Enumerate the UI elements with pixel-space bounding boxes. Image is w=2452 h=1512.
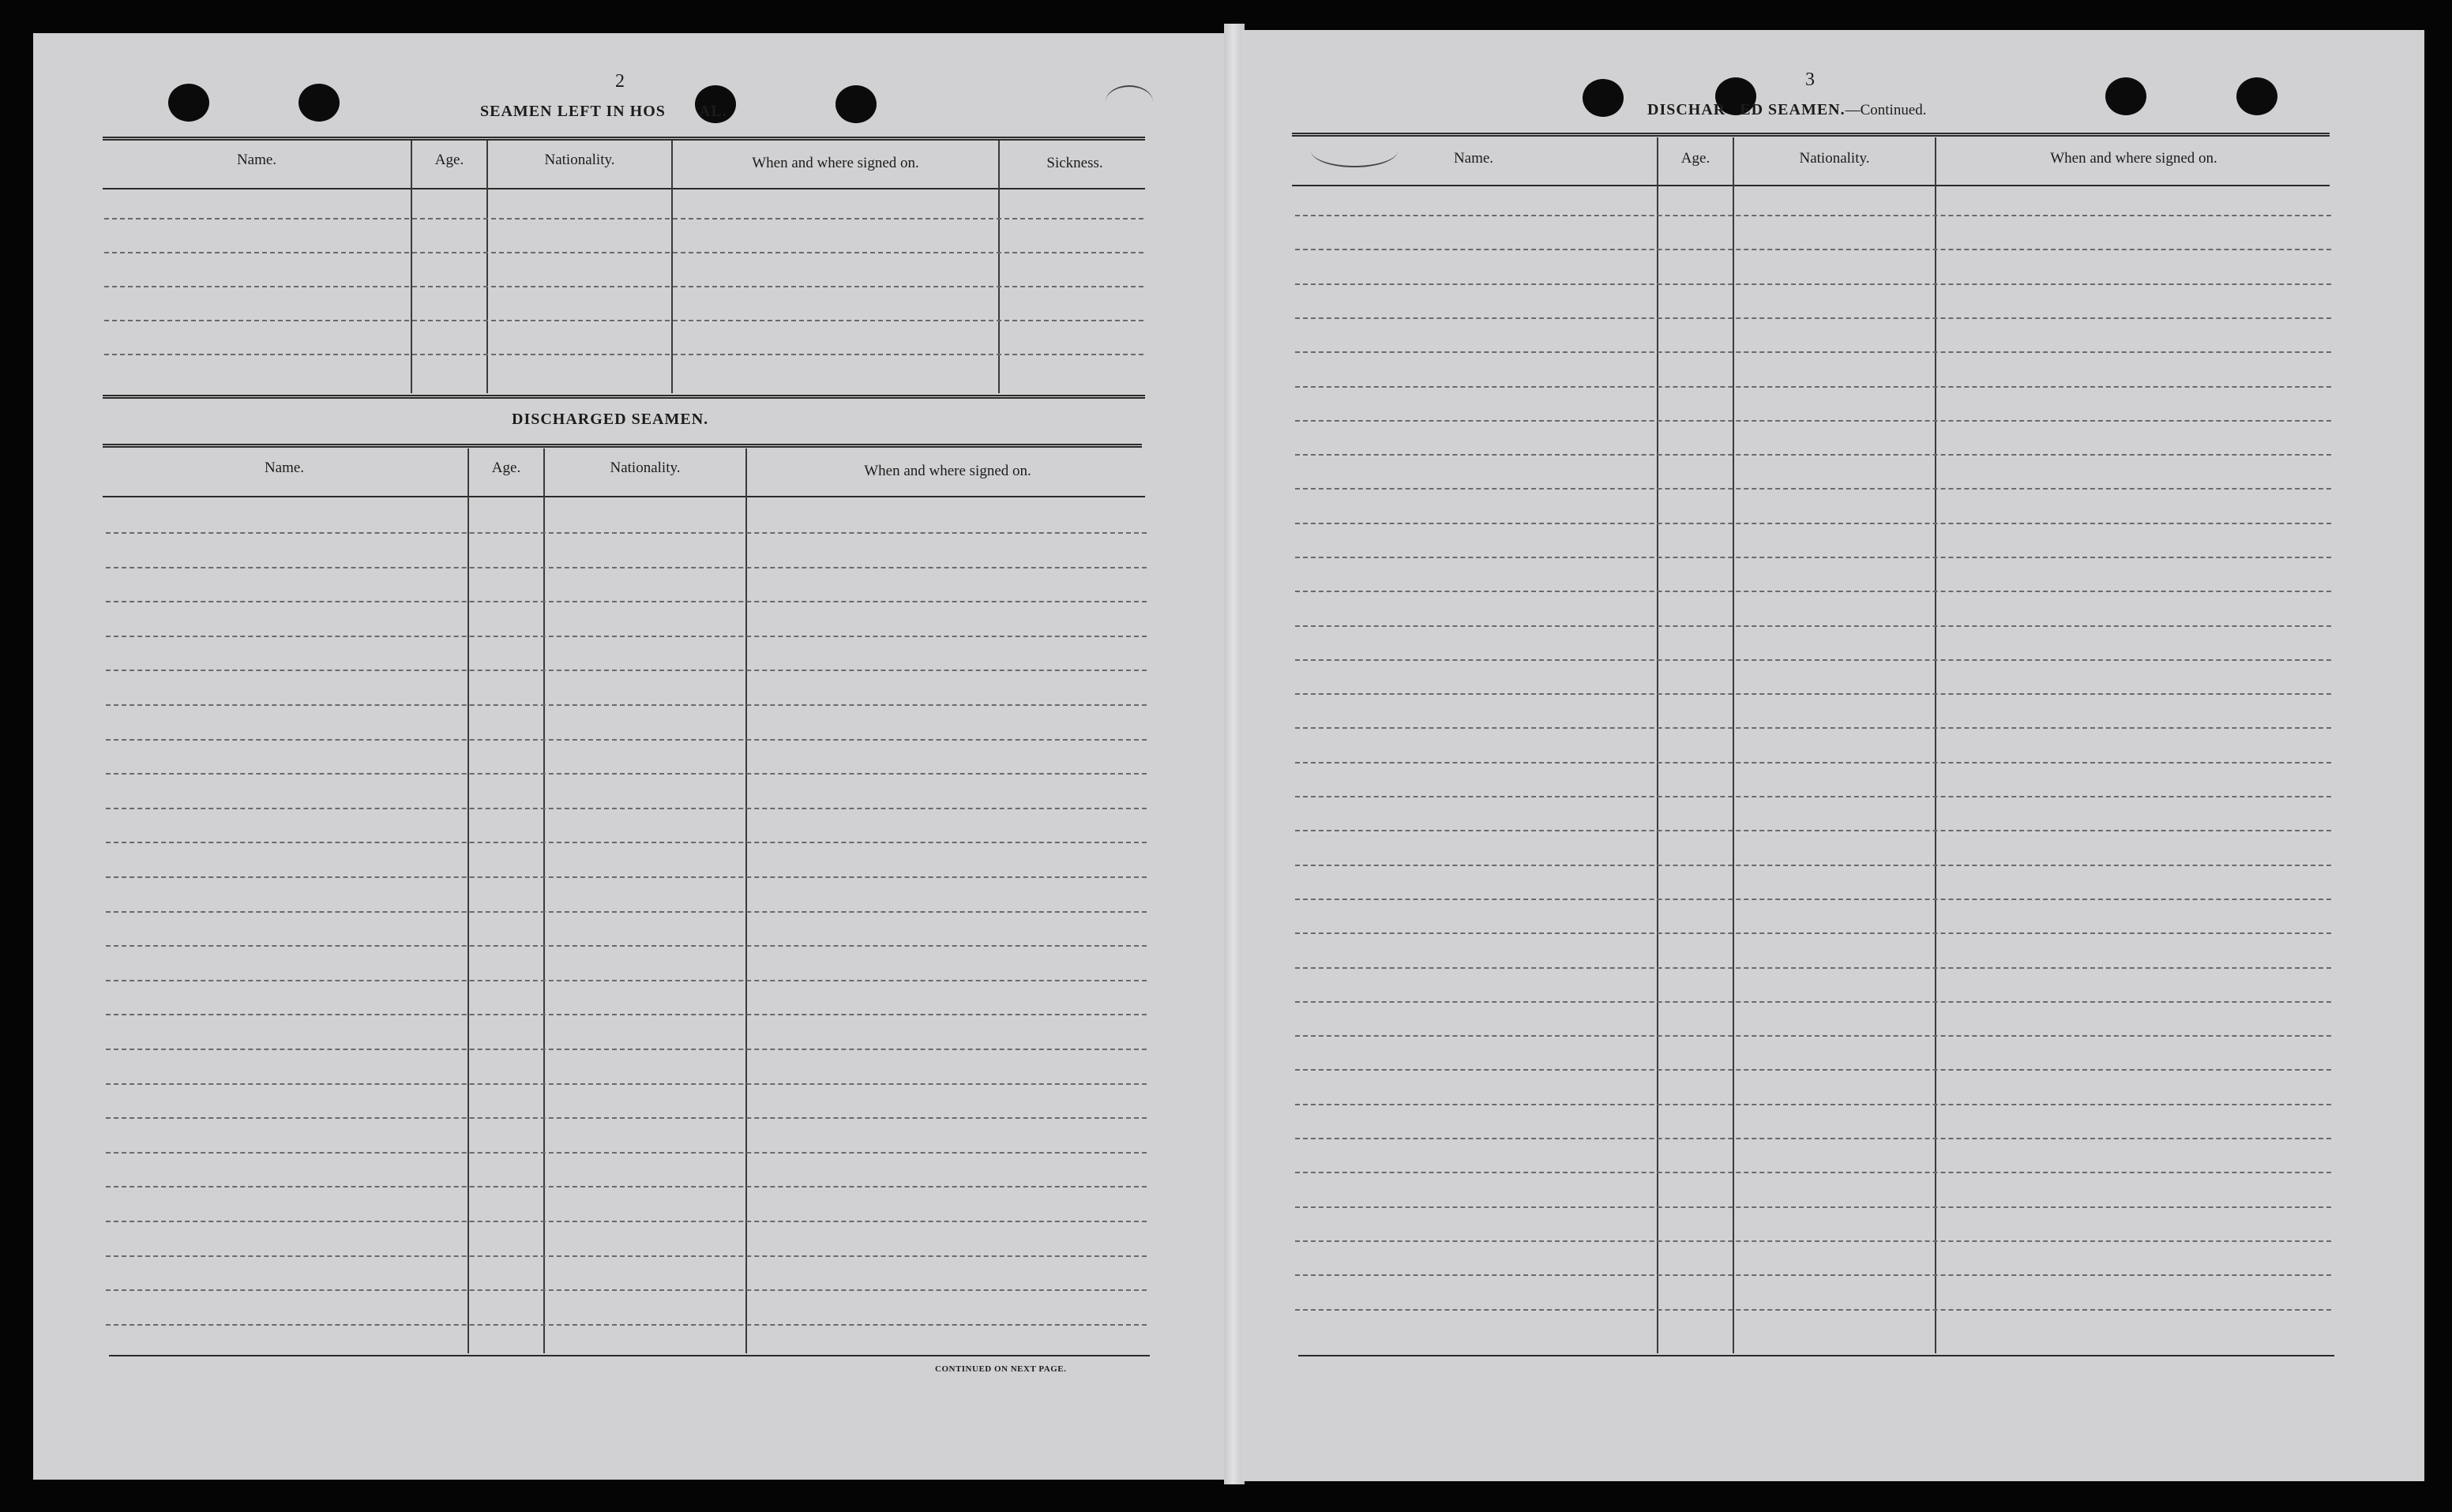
table-top-rule	[103, 137, 1145, 141]
form-row-line	[1295, 727, 2331, 729]
form-row-line	[1295, 454, 2331, 456]
form-row-line	[1295, 1035, 2331, 1037]
column-header-age: Age.	[491, 460, 521, 476]
form-row-line	[1295, 1104, 2331, 1105]
form-row-line	[1295, 762, 2331, 764]
form-row-line	[106, 601, 1147, 602]
punch-hole	[299, 84, 340, 122]
form-row-line	[106, 1049, 1147, 1050]
title-part: SEAMEN LEFT IN HOS	[480, 103, 666, 120]
form-row-line	[1295, 899, 2331, 900]
column-divider	[467, 448, 469, 1353]
section-title-hospital	[480, 103, 727, 121]
column-divider	[671, 141, 673, 393]
form-row-line	[106, 670, 1147, 671]
column-divider	[1657, 137, 1658, 1353]
form-row-line	[106, 1221, 1147, 1222]
form-row-line	[106, 1152, 1147, 1154]
column-divider	[1935, 137, 1936, 1353]
column-header-name: Name.	[236, 152, 277, 168]
title-suffix: —Continued.	[1845, 102, 1927, 118]
column-header-signed-on: When and where signed on.	[2050, 150, 2217, 167]
punch-hole	[2105, 77, 2146, 115]
form-row-line	[1295, 317, 2331, 319]
form-row-line	[1295, 967, 2331, 969]
column-divider	[411, 141, 412, 393]
form-row-line	[106, 808, 1147, 809]
form-row-line	[1295, 1274, 2331, 1276]
punch-hole	[1583, 79, 1624, 117]
column-header-nationality: Nationality.	[544, 152, 615, 168]
form-row-line	[1295, 830, 2331, 831]
form-row-line	[106, 1083, 1147, 1085]
column-header-signed-on: When and where signed on.	[752, 155, 919, 171]
form-row-line	[104, 218, 1143, 219]
form-row-line	[1295, 1138, 2331, 1139]
form-row-line	[106, 1014, 1147, 1015]
form-row-line	[106, 532, 1147, 534]
form-row-line	[1295, 625, 2331, 627]
form-row-line	[1295, 796, 2331, 797]
form-row-line	[1295, 865, 2331, 866]
form-row-line	[106, 980, 1147, 981]
form-row-line	[1295, 1309, 2331, 1311]
form-row-line	[106, 945, 1147, 947]
column-divider	[486, 141, 488, 393]
form-row-line	[104, 252, 1143, 253]
form-row-line	[1295, 351, 2331, 353]
continued-note: CONTINUED ON NEXT PAGE.	[935, 1364, 1067, 1374]
form-row-line	[104, 354, 1143, 355]
form-row-line	[106, 567, 1147, 568]
form-row-line	[106, 876, 1147, 878]
form-row-line	[106, 1117, 1147, 1119]
page-number: 3	[1805, 69, 1815, 90]
column-header-nationality: Nationality.	[610, 460, 681, 476]
form-row-line	[106, 911, 1147, 913]
form-row-line	[1295, 1172, 2331, 1173]
form-row-line	[104, 320, 1143, 321]
form-row-line	[1295, 1069, 2331, 1071]
left-page	[33, 33, 1227, 1480]
page-tear	[1106, 85, 1153, 118]
column-header-nationality: Nationality.	[1799, 150, 1870, 167]
column-divider	[543, 448, 545, 1353]
section-title-discharged-continued	[1647, 101, 1927, 119]
table-top-rule	[1292, 133, 2330, 137]
table-bottom-rule	[103, 395, 1145, 399]
punch-hole	[835, 85, 877, 123]
page-number: 2	[615, 71, 625, 92]
header-bottom-rule	[103, 496, 1145, 497]
header-bottom-rule	[1292, 185, 2330, 186]
column-divider	[998, 141, 1000, 393]
form-row-line	[1295, 249, 2331, 250]
column-divider	[745, 448, 747, 1353]
form-row-line	[1295, 488, 2331, 490]
section-title-discharged: DISCHARGED SEAMEN.	[512, 411, 709, 428]
column-header-signed-on: When and where signed on.	[864, 463, 1031, 479]
table-top-rule	[103, 444, 1142, 448]
title-part: AL.	[698, 103, 727, 120]
column-header-name: Name.	[1453, 150, 1494, 167]
column-divider	[1733, 137, 1734, 1353]
form-row-line	[106, 704, 1147, 706]
right-page	[1241, 30, 2424, 1481]
punch-hole	[2236, 77, 2277, 115]
form-row-line	[1295, 420, 2331, 422]
punch-hole	[168, 84, 209, 122]
table-bottom-rule	[1298, 1355, 2334, 1356]
form-row-line	[106, 1186, 1147, 1187]
form-row-line	[106, 842, 1147, 843]
form-row-line	[106, 739, 1147, 741]
form-row-line	[1295, 523, 2331, 524]
form-row-line	[1295, 659, 2331, 661]
form-row-line	[1295, 1206, 2331, 1208]
form-row-line	[106, 636, 1147, 637]
form-row-line	[1295, 1001, 2331, 1003]
form-row-line	[1295, 591, 2331, 592]
form-row-line	[1295, 283, 2331, 285]
column-header-age: Age.	[434, 152, 464, 168]
form-row-line	[106, 1289, 1147, 1291]
form-row-line	[1295, 215, 2331, 216]
header-bottom-rule	[103, 188, 1145, 189]
column-header-name: Name.	[264, 460, 305, 476]
form-row-line	[1295, 557, 2331, 558]
form-row-line	[1295, 693, 2331, 695]
form-row-line	[1295, 386, 2331, 388]
title-part: DISCHAR	[1647, 101, 1726, 118]
column-header-sickness: Sickness.	[1046, 155, 1103, 171]
column-header-age: Age.	[1680, 150, 1710, 167]
table-bottom-rule	[109, 1355, 1150, 1356]
title-part: ED SEAMEN.	[1740, 101, 1846, 118]
form-row-line	[106, 1324, 1147, 1326]
form-row-line	[106, 1255, 1147, 1257]
form-row-line	[1295, 1240, 2331, 1242]
form-row-line	[1295, 932, 2331, 934]
form-row-line	[104, 286, 1143, 287]
form-row-line	[106, 773, 1147, 775]
